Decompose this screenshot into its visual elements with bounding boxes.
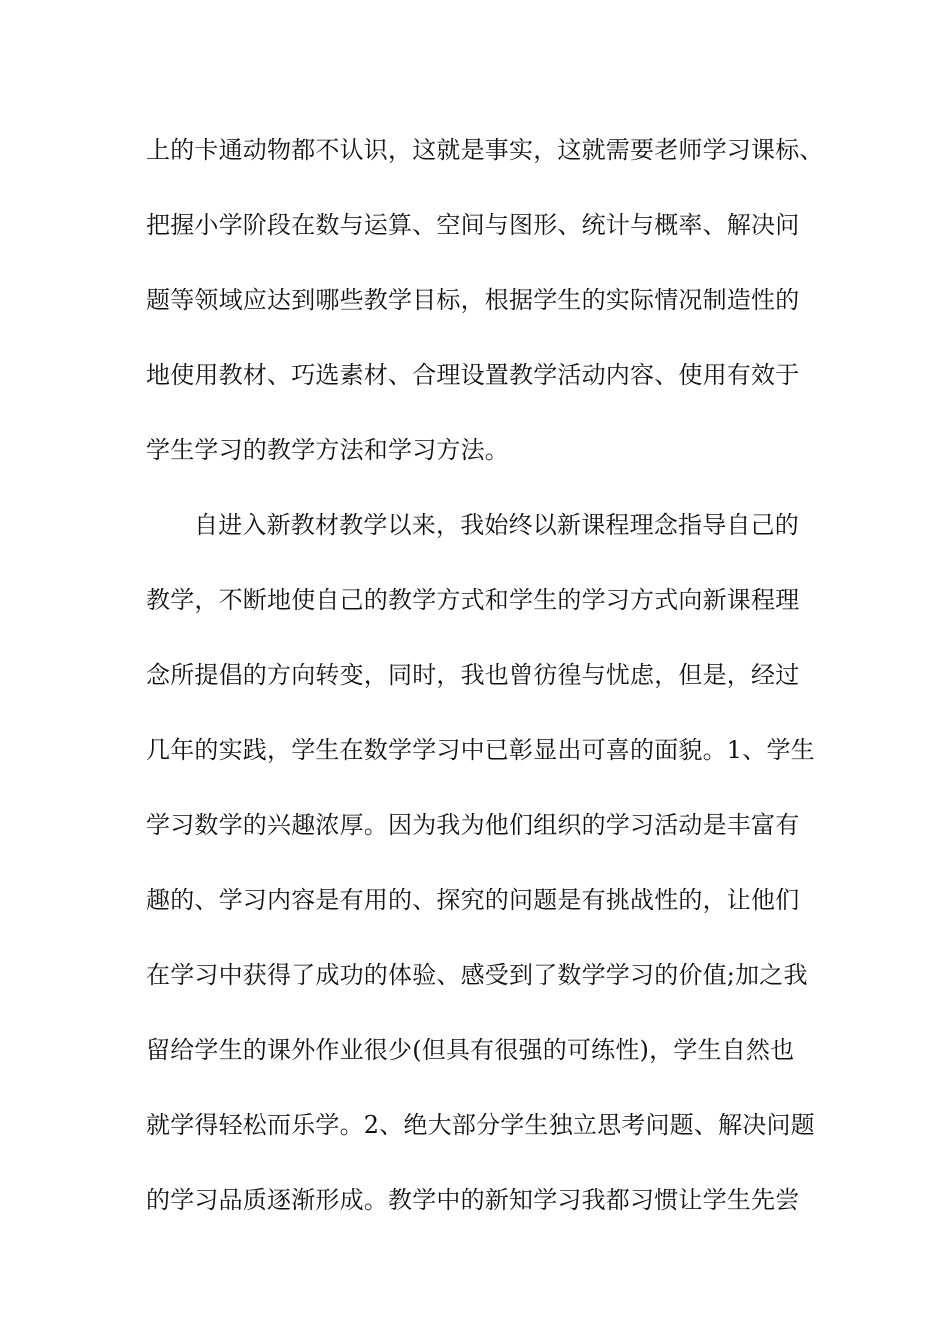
- text-line: 教学，不断地使自己的教学方式和学生的学习方式向新课程理: [146, 586, 800, 614]
- text-line: 上的卡通动物都不认识，这就是事实，这就需要老师学习课标、: [146, 136, 824, 164]
- text-line: 几年的实践，学生在数学学习中已彰显出可喜的面貌。1、学生: [146, 736, 815, 764]
- text-line: 地使用教材、巧选素材、合理设置教学活动内容、使用有效于: [146, 361, 800, 389]
- text-line: 题等领域应达到哪些教学目标，根据学生的实际情况制造性的: [146, 286, 800, 314]
- text-line: 学生学习的教学方法和学习方法。: [146, 436, 509, 464]
- text-line: 学习数学的兴趣浓厚。因为我为他们组织的学习活动是丰富有: [146, 811, 800, 839]
- text-line: 念所提倡的方向转变，同时，我也曾彷徨与忧虑，但是，经过: [146, 661, 800, 689]
- text-line: 的学习品质逐渐形成。教学中的新知学习我都习惯让学生先尝: [146, 1186, 800, 1214]
- text-line: 趣的、学习内容是有用的、探究的问题是有挑战性的，让他们: [146, 886, 800, 914]
- text-line: 留给学生的课外作业很少(但具有很强的可练性)，学生自然也: [146, 1036, 795, 1064]
- text-line: 把握小学阶段在数与运算、空间与图形、统计与概率、解决问: [146, 211, 800, 239]
- text-line: 就学得轻松而乐学。2、绝大部分学生独立思考问题、解决问题: [146, 1111, 815, 1139]
- text-line: 在学习中获得了成功的体验、感受到了数学学习的价值;加之我: [146, 961, 808, 989]
- paragraph-first-line: 自进入新教材教学以来，我始终以新课程理念指导自己的: [194, 511, 799, 539]
